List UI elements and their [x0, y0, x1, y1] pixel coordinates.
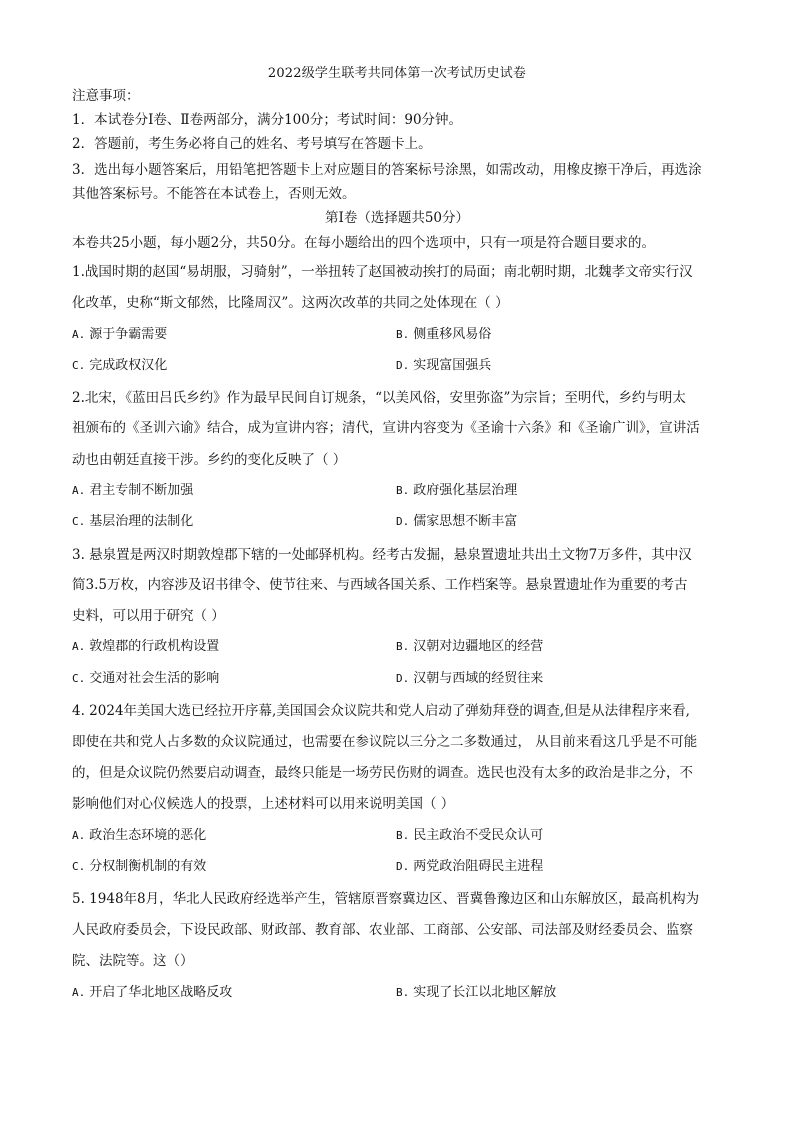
option-letter: B.	[396, 328, 410, 341]
option-letter: B.	[396, 484, 410, 497]
option-text: 侧重移风易俗	[413, 327, 492, 342]
question-2-option-a	[72, 481, 193, 501]
question-1-option-d	[396, 356, 491, 376]
option-letter: D.	[396, 515, 410, 528]
option-letter: B.	[396, 986, 410, 999]
option-letter: C.	[72, 515, 86, 528]
option-text: 交通对社会生活的影响	[89, 671, 220, 686]
option-letter: A.	[72, 829, 86, 842]
exam-title: 2022级学生联考共同体第一次考试历史试卷	[267, 66, 527, 81]
question-4-option-a	[72, 826, 206, 846]
option-letter: A.	[72, 328, 86, 341]
option-letter: D.	[396, 860, 410, 873]
option-text: 两党政治阻碍民主进程	[413, 859, 544, 874]
notice-item: 1．本试卷分Ⅰ卷、Ⅱ卷两部分，满分100分；考试时间：90分钟。	[72, 112, 463, 128]
option-letter: D.	[396, 359, 410, 372]
question-1-line: 1.战国时期的赵国“易胡服，习骑射”，一举扭转了赵国被动挨打的局面；南北朝时期，北魏孝文帝实行汉	[72, 264, 693, 280]
question-5-option-a	[72, 983, 232, 1003]
question-1-option-b	[396, 325, 491, 345]
question-4-line: 的，但是众议院仍然要启动调查，最终只能是一场劳民伤财的调查。选民也没有太多的政治是非之分，不	[72, 765, 693, 781]
option-text: 开启了华北地区战略反攻	[89, 985, 233, 1000]
question-4-option-d	[396, 857, 543, 877]
option-letter: A.	[72, 484, 86, 497]
option-letter: A.	[72, 640, 86, 653]
question-2-line: 2.北宋，《蓝田吕氏乡约》作为最早民间自订规条，“以美风俗，安里弥盗”为宗旨；至明代，乡约与明太	[72, 390, 686, 406]
question-5-line: 5. 1948年8月，华北人民政府经选举产生，管辖原晋察冀边区、晋冀鲁豫边区和山东解放区，最高机构为	[72, 891, 700, 907]
question-4-option-c	[72, 857, 206, 877]
question-4-option-b	[396, 826, 543, 846]
section-intro: 本卷共25小题，每小题2分，共50分。在每小题给出的四个选项中，只有一项是符合题目要求的。	[72, 235, 655, 251]
option-text: 汉朝对边疆地区的经营	[413, 639, 544, 654]
option-text: 汉朝与西域的经贸往来	[413, 671, 544, 686]
question-2-line: 动也由朝廷直接干涉。乡约的变化反映了（ ）	[72, 452, 347, 468]
notice-heading: 注意事项：	[72, 88, 140, 104]
question-2-option-b	[396, 481, 517, 501]
section-heading: 第Ⅰ卷（选择题共50分）	[324, 210, 469, 226]
question-2-option-d	[396, 512, 517, 532]
option-letter: C.	[72, 359, 86, 372]
option-text: 政治生态环境的恶化	[89, 828, 207, 843]
option-letter: B.	[396, 640, 410, 653]
notice-item: 2．答题前，考生务必将自己的姓名、考号填写在答题卡上。	[72, 136, 432, 152]
question-3-option-b	[396, 637, 543, 657]
option-text: 实现了长江以北地区解放	[413, 985, 557, 1000]
question-3-option-c	[72, 669, 219, 689]
option-letter: B.	[396, 829, 410, 842]
question-1-option-a	[72, 325, 167, 345]
question-4-line: 影响他们对心仪候选人的投票，上述材料可以用来说明美国（ ）	[72, 796, 455, 812]
question-2-option-c	[72, 512, 193, 532]
option-text: 儒家思想不断丰富	[413, 514, 518, 529]
option-text: 政府强化基层治理	[413, 483, 518, 498]
option-text: 基层治理的法制化	[89, 514, 194, 529]
option-letter: A.	[72, 986, 86, 999]
option-text: 君主专制不断加强	[89, 483, 194, 498]
option-text: 分权制衡机制的有效	[89, 859, 207, 874]
option-text: 实现富国强兵	[413, 358, 492, 373]
question-3-option-d	[396, 669, 543, 689]
question-2-line: 祖颁布的《圣训六谕》结合，成为宣讲内容；清代，宣讲内容变为《圣谕十六条》和《圣谕广训》，宣讲活	[72, 420, 700, 436]
option-text: 敦煌郡的行政机构设置	[89, 639, 220, 654]
option-text: 源于争霸需要	[89, 327, 168, 342]
option-text: 完成政权汉化	[89, 358, 168, 373]
notice-item: 3．选出每小题答案后，用铅笔把答题卡上对应题目的答案标号涂黑，如需改动，用橡皮擦干净后，再选涂	[72, 162, 702, 178]
question-1-line: 化改革，史称“斯文郁然，比隆周汉”。这两次改革的共同之处体现在（ ）	[72, 295, 509, 311]
option-letter: C.	[72, 860, 86, 873]
question-4-line: 即使在共和党人占多数的众议院通过，也需要在参议院以三分之二多数通过， 从目前来看这几乎是不可能	[72, 734, 698, 750]
question-4-line: 4. 2024年美国大选已经拉开序幕,美国国会众议院共和党人启动了弹劾拜登的调查,但是从法律程序来看,	[72, 703, 690, 719]
notice-item: 其他答案标号。不能答在本试卷上，否则无效。	[72, 186, 356, 202]
option-letter: C.	[72, 672, 86, 685]
question-3-option-a	[72, 637, 219, 657]
question-3-line: 3. 悬泉置是两汉时期敦煌郡下辖的一处邮驿机构。经考古发掘，悬泉置遗址共出土文物7万多件，其中汉	[72, 547, 692, 563]
option-letter: D.	[396, 672, 410, 685]
option-text: 民主政治不受民众认可	[413, 828, 544, 843]
question-1-option-c	[72, 356, 167, 376]
question-5-line: 院、法院等。这（）	[72, 953, 194, 969]
question-3-line: 简3.5万枚，内容涉及诏书律令、使节往来、与西域各国关系、工作档案等。悬泉置遗址作为重要的考古	[72, 577, 688, 593]
question-5-option-b	[396, 983, 556, 1003]
question-3-line: 史料，可以用于研究（ ）	[72, 608, 225, 624]
question-5-line: 人民政府委员会，下设民政部、财政部、教育部、农业部、工商部、公安部、司法部及财经委员会、监察	[72, 922, 693, 938]
